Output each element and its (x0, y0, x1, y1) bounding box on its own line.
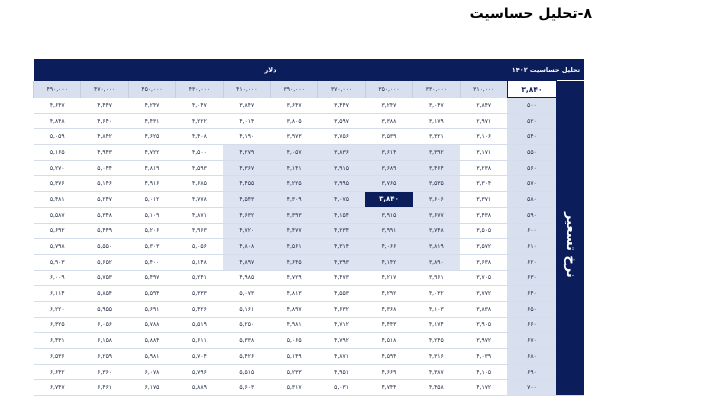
table-cell: ۴,۸۹۷ (271, 301, 318, 317)
table-cell: ۳,۷۴۸ (413, 223, 460, 239)
table-row (34, 270, 585, 286)
table-cell: ۴,۸۰۸ (223, 239, 270, 255)
row-header: ۵۲۰ (507, 113, 556, 129)
table-cell: ۵,۸۵۴ (81, 286, 128, 302)
column-header: ۴۵۰,۰۰۰ (128, 81, 175, 98)
table-cell: ۴,۷۴۴ (365, 380, 412, 396)
table-cell: ۶,۶۴۲ (34, 364, 81, 380)
table-cell: ۳,۵۹۷ (318, 113, 365, 129)
table-cell: ۴,۲۴۷ (128, 98, 175, 114)
table-cell: ۵,۴۴۹ (81, 223, 128, 239)
table-cell: ۵,۳۳۸ (223, 333, 270, 349)
row-header: ۵۵۰ (507, 145, 556, 161)
table-cell: ۴,۵۹۳ (176, 160, 223, 176)
table-cell: ۴,۱۷۴ (413, 317, 460, 333)
table-cell: ۵,۷۹۶ (176, 364, 223, 380)
table-cell: ۳,۳۸۸ (365, 113, 412, 129)
row-header: ۶۵۰ (507, 301, 556, 317)
table-cell: ۵,۵۹۴ (128, 286, 175, 302)
table-cell: ۶,۰۵۶ (81, 317, 128, 333)
table-cell: ۵,۹۸۱ (128, 349, 175, 365)
table-cell: ۴,۲۴۵ (413, 333, 460, 349)
table-cell: ۴,۴۷۳ (318, 270, 365, 286)
header-row-columns (34, 81, 585, 98)
table-cell: ۴,۰۱۴ (223, 113, 270, 129)
table-cell: ۴,۴۴۳ (365, 317, 412, 333)
table-cell: ۴,۱۷۲ (460, 380, 507, 396)
row-header: ۵۷۰ (507, 176, 556, 192)
table-cell: ۴,۵۴۳ (223, 192, 270, 208)
table-cell: ۳,۲۴۷ (365, 98, 412, 114)
side-header-spacer (556, 81, 584, 98)
table-cell: ۳,۶۱۴ (365, 145, 412, 161)
selected-cell: ۳,۸۴۰ (365, 192, 412, 208)
table-cell: ۴,۰۷۵ (318, 192, 365, 208)
table-cell: ۳,۹۹۱ (365, 223, 412, 239)
row-header: ۵۹۰ (507, 207, 556, 223)
table-cell: ۵,۰۵۹ (34, 129, 81, 145)
table-cell: ۴,۹۸۱ (271, 317, 318, 333)
table-cell: ۶,۳۲۵ (34, 317, 81, 333)
table-cell: ۵,۵۱۵ (223, 364, 270, 380)
table-cell: ۴,۱۹۰ (223, 129, 270, 145)
row-header: ۶۹۰ (507, 364, 556, 380)
table-cell: ۳,۴۶۴ (413, 160, 460, 176)
table-cell: ۵,۶۰۳ (223, 380, 270, 396)
table-cell: ۴,۸۷۱ (318, 349, 365, 365)
column-header: ۴۱۰,۰۰۰ (223, 81, 270, 98)
table-cell: ۳,۸۰۵ (271, 113, 318, 129)
table-cell: ۴,۴۴۷ (81, 98, 128, 114)
table-cell: ۳,۶۷۷ (413, 207, 460, 223)
table-cell: ۴,۶۸۵ (176, 176, 223, 192)
table-cell: ۵,۷۰۴ (176, 349, 223, 365)
table-cell: ۳,۹۷۲ (460, 333, 507, 349)
table-row (34, 380, 585, 396)
table-cell: ۶,۲۵۹ (81, 349, 128, 365)
table-row (34, 145, 585, 161)
column-header: ۳۳۰,۰۰۰ (413, 81, 460, 98)
table-row (34, 223, 585, 239)
corner-label: تحلیل حساسیت ۱۴۰۲ (507, 59, 584, 81)
table-row (34, 113, 585, 129)
table-cell: ۳,۸۱۹ (413, 239, 460, 255)
table-cell: ۴,۳۶۸ (365, 301, 412, 317)
table-cell: ۴,۸۴۲ (81, 129, 128, 145)
row-header: ۵۶۰ (507, 160, 556, 176)
table-cell: ۵,۵۸۷ (34, 207, 81, 223)
table-cell: ۵,۱۶۵ (34, 145, 81, 161)
table-cell: ۳,۱۷۱ (460, 145, 507, 161)
table-cell: ۶,۱۷۵ (128, 380, 175, 396)
table-cell: ۵,۴۰۰ (128, 254, 175, 270)
table-cell: ۴,۶۴۵ (271, 254, 318, 270)
table-cell: ۶,۷۴۷ (34, 380, 81, 396)
table-cell: ۴,۱۴۱ (271, 160, 318, 176)
table-cell: ۴,۸۷۱ (176, 207, 223, 223)
table-cell: ۳,۳۰۴ (460, 176, 507, 192)
table-cell: ۳,۹۱۵ (318, 160, 365, 176)
table-cell: ۴,۳۶۷ (223, 160, 270, 176)
table-cell: ۴,۳۹۳ (271, 207, 318, 223)
table-cell: ۵,۷۵۳ (81, 270, 128, 286)
table-cell: ۴,۷۷۸ (176, 192, 223, 208)
table-cell: ۵,۳۴۸ (81, 207, 128, 223)
table-cell: ۳,۰۴۷ (413, 98, 460, 114)
table-cell: ۴,۵۰۰ (176, 145, 223, 161)
table-cell: ۴,۷۲۰ (223, 223, 270, 239)
table-cell: ۳,۶۰۶ (413, 192, 460, 208)
table-cell: ۳,۵۰۵ (460, 223, 507, 239)
table-row (34, 207, 585, 223)
table-cell: ۴,۳۱۴ (318, 239, 365, 255)
table-cell: ۵,۶۹۱ (128, 301, 175, 317)
table-row (34, 98, 585, 114)
table-cell: ۴,۲۹۲ (365, 286, 412, 302)
table-cell: ۴,۴۰۸ (176, 129, 223, 145)
table-cell: ۴,۳۸۷ (413, 364, 460, 380)
table-cell: ۴,۹۱۶ (128, 176, 175, 192)
table-row (34, 333, 585, 349)
table-cell: ۴,۱۴۲ (365, 254, 412, 270)
table-cell: ۳,۹۱۵ (365, 207, 412, 223)
header-row-title (34, 59, 585, 81)
table-cell: ۳,۷۶۵ (365, 176, 412, 192)
table-cell: ۵,۰۴۴ (81, 160, 128, 176)
row-group-label (556, 98, 584, 396)
row-header: ۵۰۰ (507, 98, 556, 114)
table-cell: ۵,۴۸۱ (34, 192, 81, 208)
table-cell: ۴,۲۱۷ (365, 270, 412, 286)
table-cell: ۵,۱۴۸ (176, 254, 223, 270)
table-cell: ۵,۶۹۲ (34, 223, 81, 239)
table-cell: ۳,۴۳۸ (460, 207, 507, 223)
table-cell: ۴,۸۹۷ (223, 254, 270, 270)
column-header: ۳۵۰,۰۰۰ (365, 81, 412, 98)
table-cell: ۴,۰۴۷ (176, 98, 223, 114)
column-header: ۴۹۰,۰۰۰ (34, 81, 81, 98)
table-cell: ۴,۲۲۲ (176, 113, 223, 129)
row-header: ۵۸۰ (507, 192, 556, 208)
table-cell: ۴,۳۹۳ (318, 254, 365, 270)
row-group-label-text: نرخ تسعیر (562, 212, 578, 279)
table-row (34, 364, 585, 380)
table-cell: ۳,۸۳۶ (318, 145, 365, 161)
table-cell: ۵,۷۸۸ (128, 317, 175, 333)
table-cell: ۳,۱۰۶ (460, 129, 507, 145)
table-row (34, 317, 585, 333)
table-cell: ۵,۲۴۱ (176, 270, 223, 286)
table-cell: ۶,۱۱۴ (34, 286, 81, 302)
table-cell: ۴,۶۳۲ (318, 301, 365, 317)
table-cell: ۴,۶۳۲ (223, 207, 270, 223)
row-header: ۶۳۰ (507, 270, 556, 286)
table-row (34, 349, 585, 365)
table-cell: ۳,۸۳۸ (460, 301, 507, 317)
table-cell: ۶,۰۷۸ (128, 364, 175, 380)
table-cell: ۴,۵۹۴ (365, 349, 412, 365)
table-cell: ۴,۴۵۵ (223, 176, 270, 192)
table-cell: ۳,۹۷۳ (271, 129, 318, 145)
base-value: ۳,۸۴۰ (507, 81, 556, 98)
table-cell: ۵,۱۶۱ (223, 301, 270, 317)
table-cell: ۶,۰۰۹ (34, 270, 81, 286)
table-cell: ۶,۱۵۸ (81, 333, 128, 349)
row-header: ۶۷۰ (507, 333, 556, 349)
table-cell: ۳,۵۷۲ (460, 239, 507, 255)
table-cell: ۵,۲۳۳ (271, 364, 318, 380)
column-header: ۳۱۰,۰۰۰ (460, 81, 507, 98)
table-cell: ۵,۶۵۲ (81, 254, 128, 270)
row-header: ۵۴۰ (507, 129, 556, 145)
table-cell: ۴,۱۰۳ (413, 301, 460, 317)
table-cell: ۳,۸۹۰ (413, 254, 460, 270)
table-cell: ۴,۴۷۷ (271, 223, 318, 239)
table-cell: ۴,۷۱۲ (318, 317, 365, 333)
table-cell: ۵,۲۴۷ (81, 192, 128, 208)
table-row (34, 160, 585, 176)
table-cell: ۳,۹۰۵ (460, 317, 507, 333)
table-cell: ۴,۲۲۵ (271, 176, 318, 192)
table-cell: ۴,۷۹۲ (318, 333, 365, 349)
row-header: ۶۰۰ (507, 223, 556, 239)
table-cell: ۴,۰۵۷ (271, 145, 318, 161)
table-cell: ۳,۶۴۷ (271, 98, 318, 114)
table-cell: ۴,۲۷۹ (223, 145, 270, 161)
table-cell: ۳,۷۷۲ (460, 286, 507, 302)
table-row (34, 176, 585, 192)
table-cell: ۶,۵۳۶ (34, 349, 81, 365)
column-header: ۳۷۰,۰۰۰ (318, 81, 365, 98)
table-cell: ۵,۳۰۳ (128, 239, 175, 255)
table-cell: ۴,۰۳۹ (460, 349, 507, 365)
table-cell: ۵,۴۹۷ (128, 270, 175, 286)
table-cell: ۵,۶۱۱ (176, 333, 223, 349)
table-cell: ۵,۹۵۵ (81, 301, 128, 317)
table-cell: ۴,۹۵۱ (318, 364, 365, 380)
table-cell: ۶,۳۶۰ (81, 364, 128, 380)
table-cell: ۴,۳۰۹ (271, 192, 318, 208)
table-cell: ۶,۴۳۱ (34, 333, 81, 349)
table-cell: ۳,۳۹۲ (413, 145, 460, 161)
table-cell: ۴,۸۱۳ (271, 286, 318, 302)
table-cell: ۳,۶۸۹ (365, 160, 412, 176)
table-cell: ۳,۳۷۱ (460, 192, 507, 208)
table-cell: ۴,۷۲۲ (128, 145, 175, 161)
table-cell: ۵,۴۲۶ (223, 349, 270, 365)
table-cell: ۵,۸۸۹ (176, 380, 223, 396)
table-row (34, 254, 585, 270)
table-cell: ۵,۱۰۹ (128, 207, 175, 223)
table-cell: ۶,۲۲۰ (34, 301, 81, 317)
page-title: ۸-تحلیل حساسیت (469, 6, 592, 22)
table-cell: ۵,۴۲۶ (176, 301, 223, 317)
row-header: ۷۰۰ (507, 380, 556, 396)
table-cell: ۴,۲۳۴ (318, 223, 365, 239)
table-cell: ۵,۳۳۳ (176, 286, 223, 302)
table-cell: ۴,۱۵۴ (318, 207, 365, 223)
column-header: ۴۳۰,۰۰۰ (176, 81, 223, 98)
table-row (34, 129, 585, 145)
table-cell: ۴,۸۱۹ (128, 160, 175, 176)
table-cell: ۵,۲۵۰ (223, 317, 270, 333)
table-cell: ۳,۷۵۶ (318, 129, 365, 145)
table-cell: ۳,۴۴۷ (318, 98, 365, 114)
table-row (34, 286, 585, 302)
table-cell: ۴,۱۰۵ (460, 364, 507, 380)
table-cell: ۴,۹۸۵ (223, 270, 270, 286)
table-cell: ۴,۹۴۳ (81, 145, 128, 161)
table-cell: ۵,۱۴۶ (81, 176, 128, 192)
table-cell: ۴,۶۴۰ (81, 113, 128, 129)
table-cell: ۳,۵۳۵ (413, 176, 460, 192)
table-cell: ۵,۵۵۰ (81, 239, 128, 255)
column-group-label: دلار (34, 59, 508, 81)
table-cell: ۵,۰۱۲ (128, 192, 175, 208)
table-cell: ۴,۹۶۳ (176, 223, 223, 239)
column-header: ۴۷۰,۰۰۰ (81, 81, 128, 98)
table-cell: ۵,۷۹۸ (34, 239, 81, 255)
table-cell: ۴,۵۱۸ (365, 333, 412, 349)
table-cell: ۴,۶۶۹ (365, 364, 412, 380)
table-cell: ۲,۹۷۱ (460, 113, 507, 129)
sensitivity-table (33, 59, 584, 396)
table-cell: ۵,۱۴۹ (271, 349, 318, 365)
table-cell: ۳,۵۳۹ (365, 129, 412, 145)
table-cell: ۵,۳۷۶ (34, 176, 81, 192)
table-row (34, 239, 585, 255)
table-row (34, 192, 585, 208)
row-header: ۶۸۰ (507, 349, 556, 365)
row-header: ۶۴۰ (507, 286, 556, 302)
table-cell: ۵,۸۸۴ (128, 333, 175, 349)
table-cell: ۵,۳۱۷ (271, 380, 318, 396)
table-cell: ۳,۷۰۵ (460, 270, 507, 286)
table-cell: ۵,۲۷۰ (34, 160, 81, 176)
table-cell: ۶,۴۶۱ (81, 380, 128, 396)
table-cell: ۲,۸۴۷ (460, 98, 507, 114)
table-cell: ۳,۶۳۸ (460, 254, 507, 270)
table-cell: ۳,۳۲۱ (413, 129, 460, 145)
row-header: ۶۱۰ (507, 239, 556, 255)
row-header: ۶۶۰ (507, 317, 556, 333)
table-cell: ۴,۶۲۵ (128, 129, 175, 145)
table-cell: ۵,۵۱۹ (176, 317, 223, 333)
table-cell: ۵,۰۵۶ (176, 239, 223, 255)
table-cell: ۴,۸۴۸ (34, 113, 81, 129)
table-cell: ۴,۳۱۶ (413, 349, 460, 365)
table-cell: ۴,۰۶۶ (365, 239, 412, 255)
table-cell: ۴,۰۳۲ (413, 286, 460, 302)
table-cell: ۳,۹۶۱ (413, 270, 460, 286)
table-cell: ۵,۲۰۶ (128, 223, 175, 239)
table-cell: ۵,۰۶۵ (271, 333, 318, 349)
table-cell: ۳,۲۳۸ (460, 160, 507, 176)
table-cell: ۳,۸۴۷ (223, 98, 270, 114)
table-row (34, 301, 585, 317)
table-cell: ۴,۷۲۹ (271, 270, 318, 286)
table-cell: ۴,۵۵۳ (318, 286, 365, 302)
table-cell: ۵,۰۳۱ (318, 380, 365, 396)
table-cell: ۴,۵۶۱ (271, 239, 318, 255)
table-cell: ۳,۹۹۵ (318, 176, 365, 192)
table-cell: ۴,۶۴۷ (34, 98, 81, 114)
table-cell: ۴,۴۳۱ (128, 113, 175, 129)
table-cell: ۵,۰۷۳ (223, 286, 270, 302)
column-header: ۳۹۰,۰۰۰ (271, 81, 318, 98)
table-cell: ۳,۱۷۹ (413, 113, 460, 129)
row-header: ۶۲۰ (507, 254, 556, 270)
table-cell: ۴,۴۵۸ (413, 380, 460, 396)
table-cell: ۵,۹۰۳ (34, 254, 81, 270)
